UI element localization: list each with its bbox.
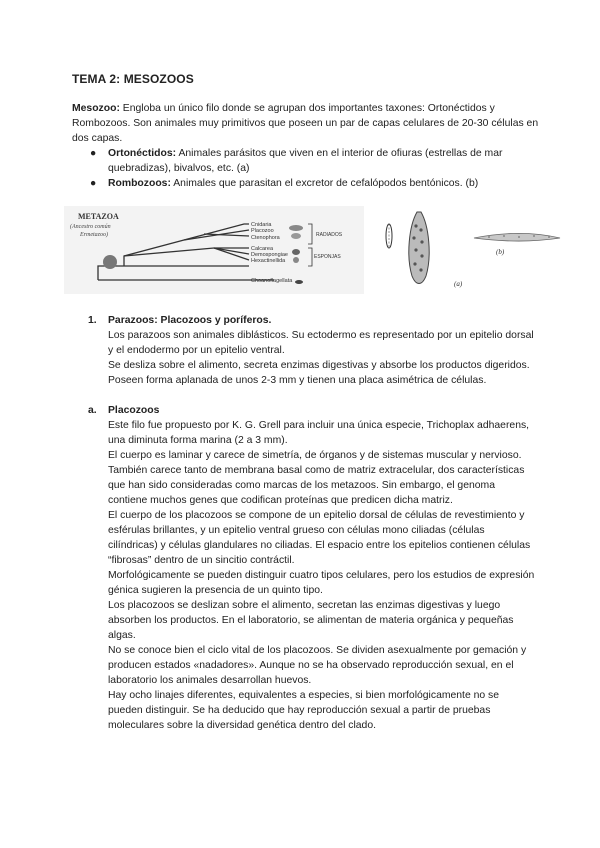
label-b: (b) xyxy=(496,248,505,256)
phylogeny-figure xyxy=(64,206,564,294)
section-paragraph: El cuerpo de los placozoos se compone de un epitelio dorsal de células de revestimiento y esférulas brillantes, y un epitelio ventral grueso con células mono ciliadas (células cilíndricas) y células glandulares no ciliadas. El espacio entre los epitelios contienen células “fibrosas” dentro de un sincitio contráctil. xyxy=(108,510,531,566)
section-paragraph: Morfológicamente se pueden distinguir cuatro tipos celulares, pero los estudios de expresión génica sugieren la presencia de un quinto tipo. xyxy=(108,570,535,596)
section-body xyxy=(88,328,536,388)
section-heading xyxy=(88,403,536,418)
orthonectid-drawing xyxy=(409,212,429,284)
taxon-label: Calcarea xyxy=(251,246,274,252)
ancestor-node xyxy=(103,255,117,269)
taxa-bullet-list xyxy=(72,146,542,191)
list-item: ● Ortonéctidos: Animales parásitos que viven en el interior de ofiuras (estrellas de mar quebradizas), bivalvos, etc. (a) xyxy=(90,148,503,174)
section-parazoos xyxy=(88,313,536,388)
section-paragraph: Los parazoos son animales diblásticos. Su ectodermo es representado por un epitelio dorsal y el endodermo por un epitelio ventral. xyxy=(108,330,534,356)
bullet-text: Animales parásitos que viven en el interior de ofiuras (estrellas de mar quebradizas), bivalvos, etc. (a) xyxy=(108,148,503,174)
section-placozoos xyxy=(88,403,536,733)
intro-paragraph xyxy=(72,101,542,146)
section-paragraph: No se conoce bien el ciclo vital de los placozoos. Se dividen asexualmente por gemación y producen estados «nadadores». Aunque no se ha observado reproducción sexual, en el laboratorio los animales desarrollan huevos. xyxy=(108,645,527,686)
organism-small-icon xyxy=(386,224,392,248)
rhombozoan-drawing xyxy=(474,234,560,242)
section-paragraph: El cuerpo es laminar y carece de simetría, de órganos y de sistemas muscular y nervioso. También carece tanto de membrana basal como de matriz extracelular, dos características que han sido consideradas como marcas de los metazoos. Sin embargo, el genoma contiene muchos genes que codifican proteínas que predicen dicha matriz. xyxy=(108,450,525,506)
section-paragraph: Este filo fue propuesto por K. G. Grell para incluir una única especie, Trichoplax adhaerens, una diminuta forma marina (2 a 3 mm). xyxy=(108,420,530,446)
taxon-label: Ctenophora xyxy=(251,235,280,241)
bullet-term: Ortonéctidos: xyxy=(108,148,177,159)
label-a: (a) xyxy=(454,280,463,288)
taxon-label: Demospongiae xyxy=(251,252,288,258)
section-number: 1. xyxy=(88,315,97,326)
section-heading-text: Placozoos xyxy=(108,405,160,416)
section-heading-text: Parazoos: Placozoos y poríferos. xyxy=(108,315,272,326)
intro-term: Mesozoo: xyxy=(72,103,120,114)
section-paragraph: Hay ocho linajes diferentes, equivalentes a especies, si bien morfológicamente no se pueden distinguir. Se ha deducido que hay reproducción sexual a partir de pruebas moleculares sobre la diversidad genética dentro del clado. xyxy=(108,690,500,731)
bullet-text: Animales que parasitan el excretor de cefalópodos bentónicos. (b) xyxy=(170,178,479,189)
list-item: ● Rombozoos: Animales que parasitan el excretor de cefalópodos bentónicos. (b) xyxy=(90,178,479,189)
page-title: TEMA 2: MESOZOOS xyxy=(72,72,194,86)
tree-subtitle-2: Ermetazoo) xyxy=(80,232,108,238)
taxon-label: Hexactinellida xyxy=(251,258,286,264)
group-esponjas: ESPONJAS xyxy=(314,254,341,260)
intro-text: Engloba un único filo donde se agrupan dos importantes taxones: Ortonéctidos y Rombozoos. Son animales muy primitivos que poseen un par de capas celulares de 20-30 células en dos capas. xyxy=(72,103,539,144)
section-paragraph: Los placozoos se deslizan sobre el alimento, secretan las enzimas digestivas y luego absorben los productos. En el laboratorio, se alimentan de materia orgánica y pequeñas algas. xyxy=(108,600,514,641)
section-paragraph: Se desliza sobre el alimento, secreta enzimas digestivas y absorbe los productos digeridos. xyxy=(108,360,530,371)
section-body xyxy=(88,418,536,733)
taxon-label: Choanoflagellata xyxy=(251,278,293,284)
group-radiados: RADIADOS xyxy=(316,232,343,238)
section-number: a. xyxy=(88,405,97,416)
tree-title: METAZOA xyxy=(78,212,119,221)
bullet-term: Rombozoos: xyxy=(108,178,171,189)
section-heading xyxy=(88,313,536,328)
taxon-label: Cnidaria xyxy=(251,222,272,228)
section-paragraph: Poseen forma aplanada de unos 2-3 mm y tienen una placa asimétrica de células. xyxy=(108,375,487,386)
taxon-label: Placozoo xyxy=(251,228,274,234)
tree-subtitle: (Ancestro común xyxy=(70,224,111,230)
